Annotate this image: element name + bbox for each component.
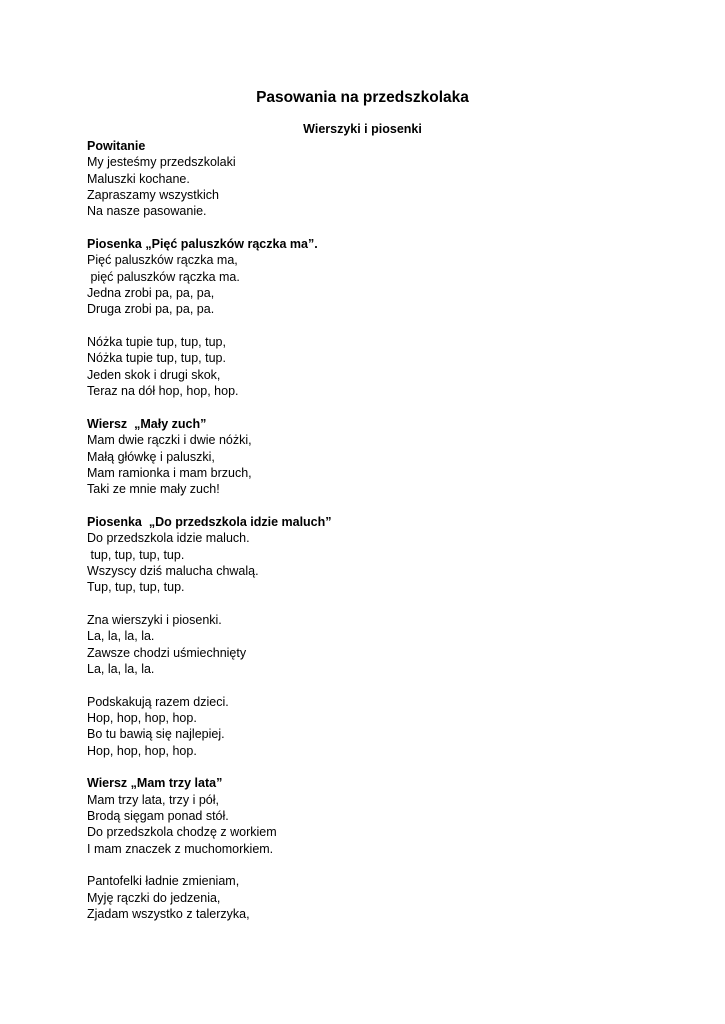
- text-line: Do przedszkola chodzę z workiem: [87, 825, 277, 840]
- section-heading: Wiersz „Mam trzy lata”: [87, 776, 223, 791]
- text-line: Nóżka tupie tup, tup, tup.: [87, 351, 226, 366]
- text-line: pięć paluszków rączka ma.: [87, 269, 240, 284]
- text-line: Mam ramionka i mam brzuch,: [87, 465, 252, 480]
- section-heading: Powitanie: [87, 139, 146, 153]
- text-line: Wszyscy dziś malucha chwalą.: [87, 563, 259, 578]
- text-line: Nóżka tupie tup, tup, tup,: [87, 335, 226, 350]
- section-heading: Piosenka „Do przedszkola idzie maluch”: [87, 514, 332, 529]
- text-line: Pantofelki ładnie zmieniam,: [87, 874, 240, 889]
- text-line: tup, tup, tup, tup.: [87, 547, 185, 562]
- text-line: Zapraszamy wszystkich: [87, 188, 219, 203]
- text-line: Jedna zrobi pa, pa, pa,: [87, 286, 215, 301]
- text-line: Mam trzy lata, trzy i pół,: [87, 792, 219, 807]
- document-subtitle: Wierszyki i piosenki: [303, 122, 422, 136]
- text-line: Zjadam wszystko z talerzyka,: [87, 907, 250, 922]
- text-line: Hop, hop, hop, hop.: [87, 743, 197, 758]
- blank-line: [87, 220, 647, 236]
- text-line: La, la, la, la.: [87, 629, 155, 644]
- text-line: Jeden skok i drugi skok,: [87, 367, 221, 382]
- blank-line: [87, 857, 647, 873]
- text-line: My jesteśmy przedszkolaki: [87, 155, 236, 170]
- text-line: Mam dwie rączki i dwie nóżki,: [87, 433, 252, 448]
- document-title: Pasowania na przedszkolaka: [256, 89, 469, 106]
- text-line: Myję rączki do jedzenia,: [87, 890, 221, 905]
- text-line: Podskakują razem dzieci.: [87, 694, 229, 709]
- text-line: I mam znaczek z muchomorkiem.: [87, 841, 274, 856]
- text-line: Maluszki kochane.: [87, 171, 190, 186]
- blank-line: [87, 596, 647, 612]
- section-heading: Piosenka „Pięć paluszków rączka ma”.: [87, 237, 318, 252]
- text-line: Taki ze mnie mały zuch!: [87, 482, 220, 497]
- blank-line: [87, 677, 647, 693]
- text-line: Pięć paluszków rączka ma,: [87, 253, 238, 268]
- section-heading: Wiersz „Mały zuch”: [87, 416, 207, 431]
- text-line: Tup, tup, tup, tup.: [87, 580, 185, 595]
- blank-line: [87, 400, 647, 416]
- blank-line: [87, 759, 647, 775]
- text-line: Małą główkę i paluszki,: [87, 449, 215, 464]
- document-body: [87, 138, 647, 923]
- blank-line: [87, 318, 647, 334]
- text-line: Zawsze chodzi uśmiechnięty: [87, 645, 247, 660]
- text-line: Zna wierszyki i piosenki.: [87, 612, 222, 627]
- text-line: Na nasze pasowanie.: [87, 204, 207, 219]
- text-line: Teraz na dół hop, hop, hop.: [87, 384, 239, 399]
- text-line: Hop, hop, hop, hop.: [87, 711, 197, 726]
- text-line: Do przedszkola idzie maluch.: [87, 531, 250, 546]
- text-line: Druga zrobi pa, pa, pa.: [87, 302, 215, 317]
- text-line: La, la, la, la.: [87, 662, 155, 676]
- blank-line: [87, 498, 647, 514]
- text-line: Brodą sięgam ponad stół.: [87, 809, 229, 824]
- text-line: Bo tu bawią się najlepiej.: [87, 727, 225, 742]
